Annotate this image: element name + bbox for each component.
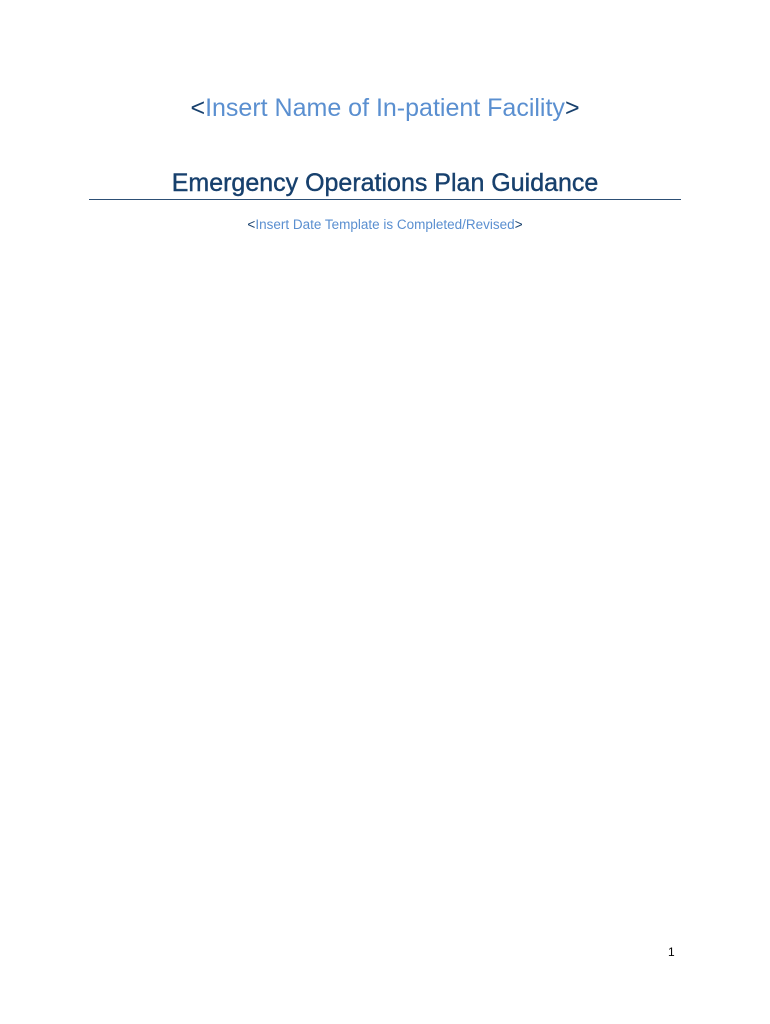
title-underline-rule [89, 199, 681, 200]
date-text: Insert Date Template is Completed/Revised [255, 217, 515, 232]
facility-close-bracket: > [564, 94, 580, 122]
page-number: 1 [668, 945, 675, 959]
revision-date-placeholder [0, 216, 770, 234]
document-title: Emergency Operations Plan Guidance [171, 169, 599, 197]
facility-name-placeholder [0, 92, 770, 124]
date-close-bracket: > [514, 217, 523, 232]
facility-open-bracket: < [190, 94, 206, 122]
date-open-bracket: < [247, 217, 256, 232]
facility-name-text: Insert Name of In-patient Facility [205, 94, 565, 122]
